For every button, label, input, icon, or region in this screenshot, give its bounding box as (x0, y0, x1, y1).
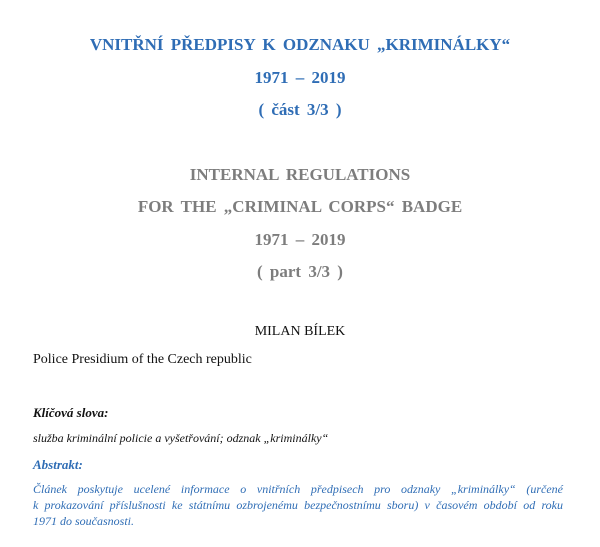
title-en-part: ( part 3/3 ) (257, 262, 343, 281)
title-en-line1: INTERNAL REGULATIONS (189, 165, 411, 184)
author-name: MILAN BÍLEK (254, 324, 346, 339)
abstract-line: Článek poskytuje ucelené informace o vnitřních předpisech pro odznaky „kriminálky“ (určené (33, 482, 563, 496)
title-cz: VNITŘNÍ PŘEDPISY K ODZNAKU „KRIMINÁLKY“ (89, 35, 511, 54)
title-en-line2: FOR THE „CRIMINAL CORPS“ BADGE (137, 197, 463, 216)
abstract-line: 1971 do současnosti. (33, 514, 135, 528)
abstract-heading: Abstrakt: (33, 457, 83, 472)
title-en-years: 1971 – 2019 (254, 230, 346, 249)
abstract-line: k prokazování příslušnosti ke státnímu ozbrojenému bezpečnostnímu sboru) v časovém období od roku (33, 498, 563, 512)
title-cz-part: ( část 3/3 ) (258, 100, 342, 119)
abstract-text (33, 481, 563, 529)
keywords-text: služba kriminální policie a vyšetřování; odznak „kriminálky“ (33, 431, 329, 445)
author-affiliation: Police Presidium of the Czech republic (33, 352, 252, 367)
title-cz-years: 1971 – 2019 (254, 68, 346, 87)
keywords-heading: Klíčová slova: (33, 405, 109, 420)
